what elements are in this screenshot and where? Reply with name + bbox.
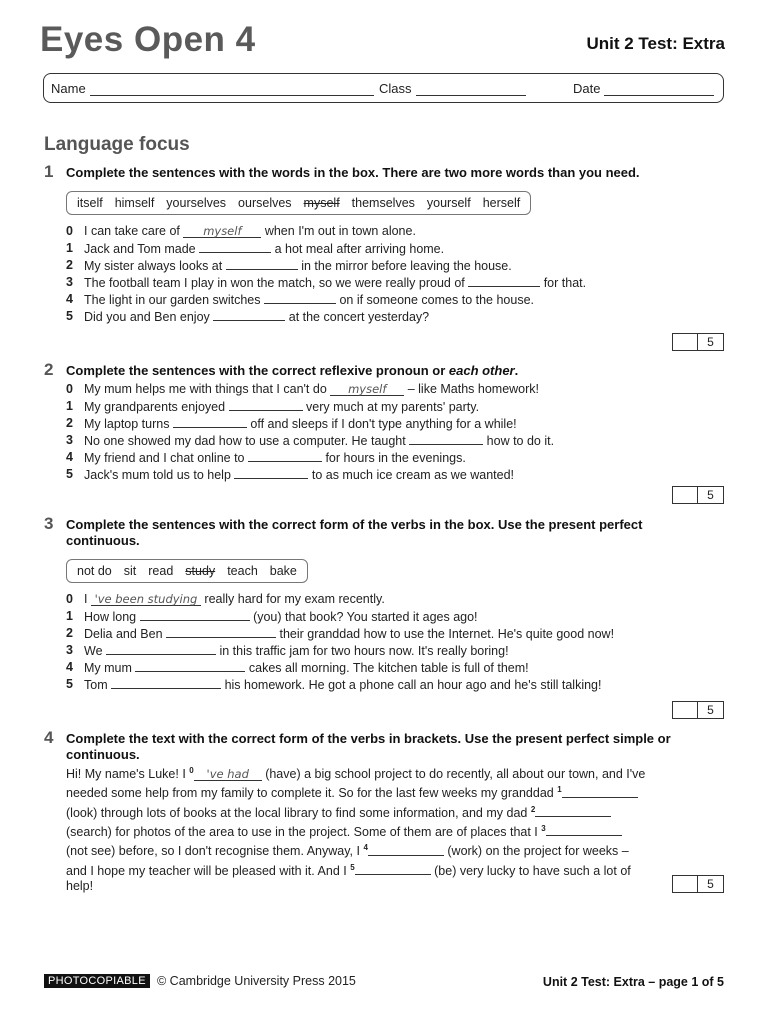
page-header <box>40 20 725 64</box>
list-item: 1 How long (you) that book? You started it ages ago! <box>66 609 478 624</box>
exercise-2 <box>44 360 734 483</box>
answer-blank[interactable] <box>468 274 540 287</box>
list-item: 5 Did you and Ben enjoy at the concert yesterday? <box>66 309 430 324</box>
test-title: Unit 2 Test: Extra <box>586 34 725 53</box>
list-item: 2 My laptop turns off and sleeps if I don't type anything for a while! <box>66 416 517 431</box>
item-list <box>66 591 734 693</box>
example-answer: myself <box>183 225 261 238</box>
word-box-item: himself <box>114 196 155 210</box>
word-box-item-used: myself <box>303 196 340 210</box>
list-item: 1 Jack and Tom made a hot meal after arriving home. <box>66 241 445 256</box>
list-item: 2 My sister always looks at in the mirror before leaving the house. <box>66 258 512 273</box>
score-max: 5 <box>707 877 714 891</box>
score-max: 5 <box>707 335 714 349</box>
class-field <box>379 81 526 96</box>
word-box-item: teach <box>227 564 258 578</box>
score-max: 5 <box>707 488 714 502</box>
exercise-number: 2 <box>44 360 54 379</box>
list-item: 0 I 've been studying really hard for my exam recently. <box>66 592 385 606</box>
word-box <box>66 191 531 215</box>
item-list <box>66 381 734 483</box>
answer-blank[interactable] <box>409 432 483 445</box>
answer-blank[interactable] <box>106 642 216 655</box>
list-item: 4 My mum cakes all morning. The kitchen table is full of them! <box>66 660 529 675</box>
score-max: 5 <box>707 703 714 717</box>
exercise-instruction: Complete the sentences with the correct reflexive pronoun or each other. <box>66 363 519 378</box>
exercise-number: 1 <box>44 162 54 181</box>
word-box-item-used: study <box>185 564 216 578</box>
score-input[interactable] <box>673 876 698 892</box>
word-box <box>66 559 308 583</box>
score-box <box>672 333 724 351</box>
exercise-instruction: Complete the sentences with the correct form of the verbs in the box. Use the present perfect continuous. <box>66 517 643 548</box>
answer-blank[interactable] <box>546 823 622 836</box>
list-item: 3 We in this traffic jam for two hours now. It's really boring! <box>66 643 509 658</box>
word-box-item: itself <box>77 196 103 210</box>
answer-blank[interactable] <box>111 676 221 689</box>
score-input[interactable] <box>673 702 698 718</box>
answer-blank[interactable] <box>562 785 638 798</box>
answer-blank[interactable] <box>368 843 444 856</box>
word-box-item: not do <box>77 564 112 578</box>
list-item: 3 No one showed my dad how to use a computer. He taught how to do it. <box>66 433 555 448</box>
exercise-instruction: Complete the sentences with the words in the box. There are two more words than you need. <box>66 165 640 180</box>
answer-blank[interactable] <box>234 466 308 479</box>
list-item: 1 My grandparents enjoyed very much at my parents' party. <box>66 399 480 414</box>
answer-blank[interactable] <box>199 240 271 253</box>
score-box <box>672 875 724 893</box>
answer-blank[interactable] <box>355 862 431 875</box>
list-item: 3 The football team I play in won the match, so we were really proud of for that. <box>66 275 587 290</box>
class-input-line[interactable] <box>416 83 526 96</box>
list-item: 5 Tom his homework. He got a phone call an hour ago and he's still talking! <box>66 677 602 692</box>
list-item: 2 Delia and Ben their granddad how to use the Internet. He's quite good now! <box>66 626 615 641</box>
list-item: 5 Jack's mum told us to help to as much ice cream as we wanted! <box>66 467 515 482</box>
item-list <box>66 223 734 325</box>
list-item: 4 The light in our garden switches on if someone comes to the house. <box>66 292 535 307</box>
word-box-item: read <box>148 564 174 578</box>
score-input[interactable] <box>673 334 698 350</box>
photocopiable-badge: PHOTOCOPIABLE <box>44 974 150 988</box>
answer-blank[interactable] <box>173 415 247 428</box>
brand-title: Eyes Open 4 <box>40 20 256 59</box>
exercise-3 <box>44 514 734 693</box>
answer-blank[interactable] <box>213 308 285 321</box>
word-box-item: yourself <box>426 196 471 210</box>
list-item: 0 My mum helps me with things that I can't do myself – like Maths homework! <box>66 382 540 396</box>
section-heading: Language focus <box>44 134 190 155</box>
word-box-item: herself <box>482 196 521 210</box>
word-box-item: ourselves <box>238 196 292 210</box>
answer-blank[interactable] <box>248 449 322 462</box>
word-box-item: yourselves <box>166 196 227 210</box>
list-item: 4 My friend and I chat online to for hours in the evenings. <box>66 450 466 465</box>
word-box-item: sit <box>123 564 137 578</box>
page-footer <box>44 974 724 990</box>
name-label: Name <box>51 81 86 96</box>
class-label: Class <box>379 81 412 96</box>
cloze-text: Hi! My name's Luke! I $^0$ 've had (have) a big school project to do recently, all about our town, and I've needed some help from my family to complete it. So for the last few weeks my granddad $^1$ (look) through lots of books at the local library to find some information, and my dad $^2$ (search) for photos of the area to use in the project. Some of them are of places that I $^3$ (not see) before, so I don't recognise them. Anyway, I $^4$ (work) on the project for weeks – and I hope my teacher will be pleased with it. And I $^5$ (be) very lucky to have such a lot of help! <box>66 766 646 894</box>
exercise-instruction: Complete the text with the correct form of the verbs in brackets. Use the present perfect simple or continuous. <box>66 731 671 762</box>
page-info: Unit 2 Test: Extra – page 1 of 5 <box>542 975 724 989</box>
answer-blank[interactable] <box>264 291 336 304</box>
name-field <box>51 81 374 96</box>
date-label: Date <box>573 81 601 96</box>
exercise-number: 3 <box>44 514 54 533</box>
answer-blank[interactable] <box>135 659 245 672</box>
example-answer: myself <box>330 383 404 396</box>
exercise-4 <box>44 728 734 894</box>
student-info-box <box>43 73 724 103</box>
answer-blank[interactable] <box>140 608 250 621</box>
example-answer: 've been studying <box>91 593 201 606</box>
exercise-1 <box>44 162 734 325</box>
answer-blank[interactable] <box>226 257 298 270</box>
example-answer: 've had <box>194 768 262 781</box>
list-item: 0 I can take care of myself when I'm out in town alone. <box>66 224 416 238</box>
score-box <box>672 486 724 504</box>
date-input-line[interactable] <box>604 83 714 96</box>
answer-blank[interactable] <box>535 804 611 817</box>
copyright-text: © Cambridge University Press 2015 <box>157 974 356 988</box>
word-box-item: bake <box>269 564 297 578</box>
word-box-item: themselves <box>351 196 415 210</box>
exercise-number: 4 <box>44 728 54 747</box>
date-field <box>573 81 714 96</box>
answer-blank[interactable] <box>229 398 303 411</box>
score-box <box>672 701 724 719</box>
answer-blank[interactable] <box>166 625 276 638</box>
score-input[interactable] <box>673 487 698 503</box>
name-input-line[interactable] <box>90 83 374 96</box>
